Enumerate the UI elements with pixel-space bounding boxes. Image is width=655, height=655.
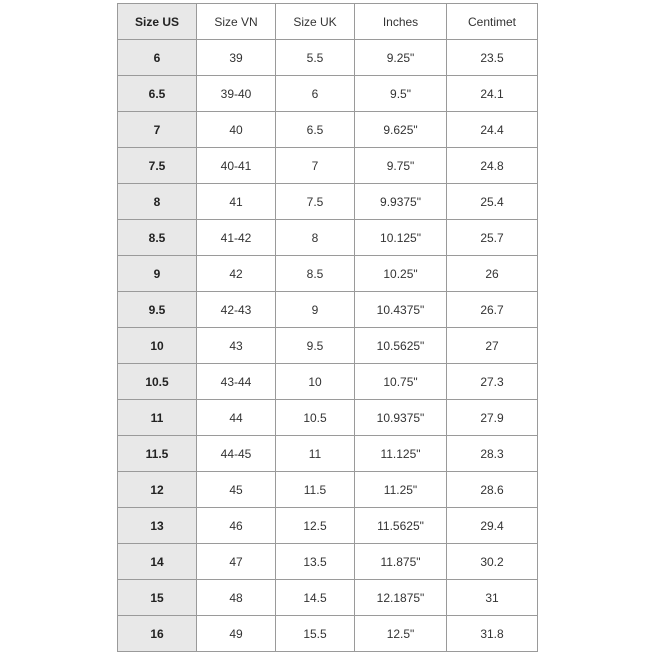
header-size-vn: Size VN [197, 4, 276, 40]
cell-size-vn: 40-41 [197, 148, 276, 184]
cell-size-vn: 44-45 [197, 436, 276, 472]
cell-size-vn: 45 [197, 472, 276, 508]
cell-size-uk: 5.5 [276, 40, 355, 76]
cell-centimet: 26 [447, 256, 538, 292]
cell-size-us: 6 [118, 40, 197, 76]
cell-centimet: 24.8 [447, 148, 538, 184]
cell-inches: 11.125" [355, 436, 447, 472]
cell-centimet: 23.5 [447, 40, 538, 76]
cell-size-vn: 46 [197, 508, 276, 544]
cell-inches: 12.5" [355, 616, 447, 652]
cell-inches: 9.75" [355, 148, 447, 184]
header-centimet: Centimet [447, 4, 538, 40]
cell-centimet: 27 [447, 328, 538, 364]
cell-size-uk: 12.5 [276, 508, 355, 544]
cell-size-uk: 10.5 [276, 400, 355, 436]
table-row [118, 292, 538, 328]
cell-size-us: 16 [118, 616, 197, 652]
cell-size-vn: 43 [197, 328, 276, 364]
cell-size-vn: 44 [197, 400, 276, 436]
cell-size-uk: 14.5 [276, 580, 355, 616]
size-conversion-table [117, 3, 538, 652]
cell-size-vn: 40 [197, 112, 276, 148]
cell-centimet: 26.7 [447, 292, 538, 328]
cell-size-vn: 42-43 [197, 292, 276, 328]
cell-size-uk: 7.5 [276, 184, 355, 220]
cell-centimet: 24.4 [447, 112, 538, 148]
table-row [118, 40, 538, 76]
cell-inches: 11.875" [355, 544, 447, 580]
cell-inches: 10.25" [355, 256, 447, 292]
cell-inches: 10.4375" [355, 292, 447, 328]
header-row [118, 4, 538, 40]
cell-size-vn: 43-44 [197, 364, 276, 400]
cell-inches: 10.9375" [355, 400, 447, 436]
cell-size-vn: 47 [197, 544, 276, 580]
cell-size-vn: 48 [197, 580, 276, 616]
cell-size-us: 11.5 [118, 436, 197, 472]
cell-size-uk: 13.5 [276, 544, 355, 580]
cell-inches: 11.5625" [355, 508, 447, 544]
cell-size-uk: 7 [276, 148, 355, 184]
cell-size-us: 7 [118, 112, 197, 148]
cell-centimet: 28.3 [447, 436, 538, 472]
cell-size-us: 7.5 [118, 148, 197, 184]
cell-size-us: 14 [118, 544, 197, 580]
cell-size-us: 8.5 [118, 220, 197, 256]
table-row [118, 580, 538, 616]
cell-size-uk: 11 [276, 436, 355, 472]
table-row [118, 472, 538, 508]
cell-size-uk: 9 [276, 292, 355, 328]
table-row [118, 436, 538, 472]
cell-centimet: 27.3 [447, 364, 538, 400]
header-size-us: Size US [118, 4, 197, 40]
cell-centimet: 24.1 [447, 76, 538, 112]
cell-centimet: 29.4 [447, 508, 538, 544]
cell-inches: 9.9375" [355, 184, 447, 220]
cell-centimet: 31.8 [447, 616, 538, 652]
header-size-uk: Size UK [276, 4, 355, 40]
cell-size-uk: 9.5 [276, 328, 355, 364]
cell-size-uk: 6 [276, 76, 355, 112]
cell-size-uk: 8.5 [276, 256, 355, 292]
cell-centimet: 27.9 [447, 400, 538, 436]
cell-size-us: 10.5 [118, 364, 197, 400]
table-row [118, 112, 538, 148]
cell-inches: 9.25" [355, 40, 447, 76]
cell-size-us: 9.5 [118, 292, 197, 328]
header-inches: Inches [355, 4, 447, 40]
table-row [118, 508, 538, 544]
cell-centimet: 30.2 [447, 544, 538, 580]
cell-size-us: 12 [118, 472, 197, 508]
table-row [118, 364, 538, 400]
table-body [118, 40, 538, 652]
cell-size-us: 9 [118, 256, 197, 292]
cell-inches: 9.5" [355, 76, 447, 112]
cell-size-vn: 41 [197, 184, 276, 220]
cell-inches: 12.1875" [355, 580, 447, 616]
cell-size-uk: 11.5 [276, 472, 355, 508]
cell-size-uk: 15.5 [276, 616, 355, 652]
cell-size-uk: 10 [276, 364, 355, 400]
cell-inches: 10.125" [355, 220, 447, 256]
table-row [118, 148, 538, 184]
cell-size-uk: 6.5 [276, 112, 355, 148]
table-row [118, 220, 538, 256]
size-chart [117, 3, 537, 652]
table-row [118, 328, 538, 364]
cell-centimet: 28.6 [447, 472, 538, 508]
cell-inches: 10.5625" [355, 328, 447, 364]
table-row [118, 184, 538, 220]
cell-size-us: 10 [118, 328, 197, 364]
cell-size-us: 15 [118, 580, 197, 616]
cell-centimet: 25.7 [447, 220, 538, 256]
cell-size-vn: 41-42 [197, 220, 276, 256]
cell-inches: 10.75" [355, 364, 447, 400]
cell-size-vn: 39 [197, 40, 276, 76]
cell-size-vn: 49 [197, 616, 276, 652]
cell-centimet: 31 [447, 580, 538, 616]
cell-size-us: 6.5 [118, 76, 197, 112]
table-row [118, 400, 538, 436]
cell-inches: 11.25" [355, 472, 447, 508]
table-row [118, 76, 538, 112]
cell-size-vn: 39-40 [197, 76, 276, 112]
table-row [118, 256, 538, 292]
table-row [118, 544, 538, 580]
cell-size-us: 11 [118, 400, 197, 436]
cell-size-uk: 8 [276, 220, 355, 256]
table-row [118, 616, 538, 652]
cell-size-vn: 42 [197, 256, 276, 292]
cell-size-us: 8 [118, 184, 197, 220]
cell-inches: 9.625" [355, 112, 447, 148]
cell-centimet: 25.4 [447, 184, 538, 220]
cell-size-us: 13 [118, 508, 197, 544]
